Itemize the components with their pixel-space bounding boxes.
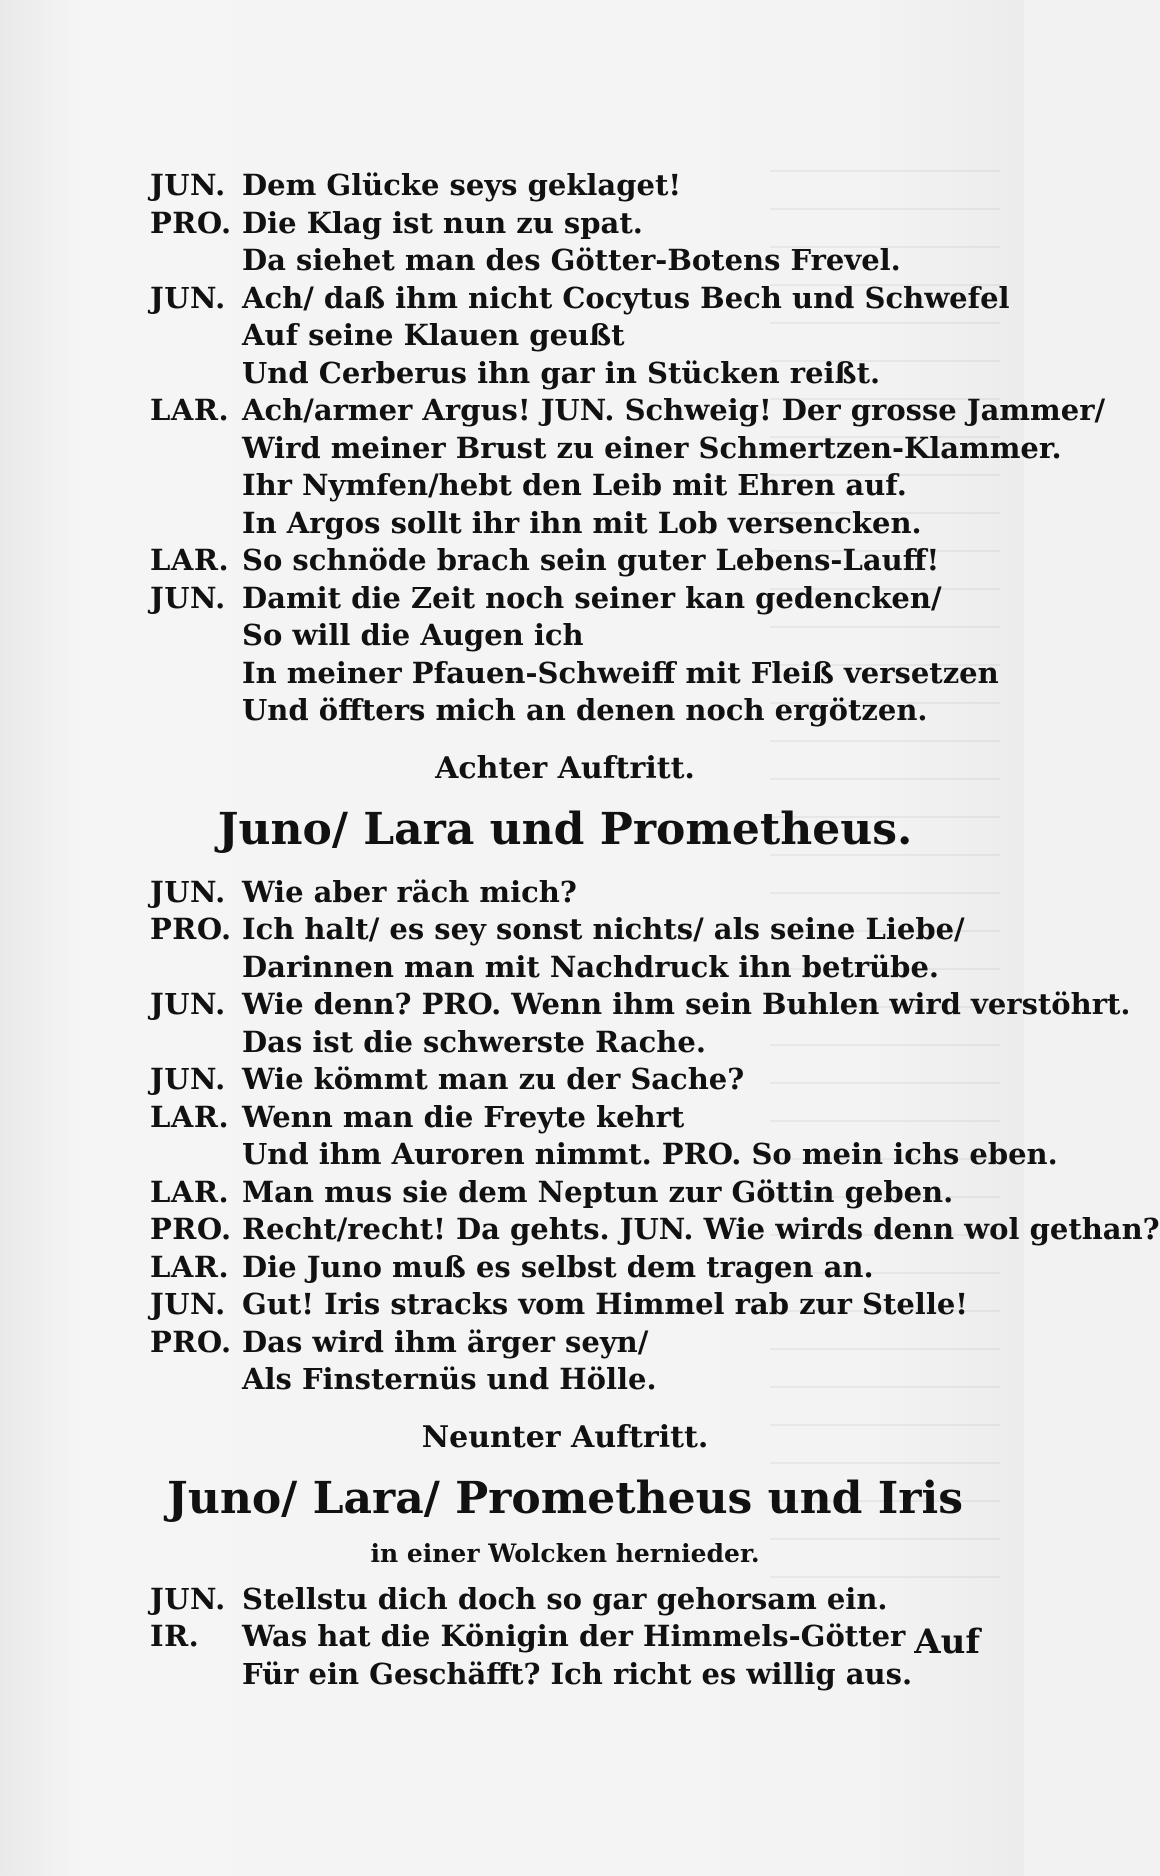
speaker-label: JUN. <box>150 1062 226 1096</box>
verse-text: Wie kömmt man zu der Sache? <box>242 1062 745 1096</box>
verse-text: Ach/armer Argus! JUN. Schweig! Der grosse Jammer/ <box>242 393 1106 427</box>
speaker-label: IR. <box>150 1619 200 1653</box>
scene-8-label: Achter Auftritt. <box>435 750 695 786</box>
verse-line <box>150 1100 980 1138</box>
verse-text: Wird meiner Brust zu einer Schmertzen-Klammer. <box>242 430 1062 465</box>
catchword: Auf <box>914 1622 980 1662</box>
verse-text: Damit die Zeit noch seiner kan gedencken/ <box>242 580 942 615</box>
verse-line <box>150 243 980 281</box>
speaker-label: LAR. <box>150 543 230 577</box>
speaker-label: JUN. <box>150 580 226 615</box>
verse-text: Darinnen man mit Nachdruck ihn betrübe. <box>242 949 940 984</box>
verse-text: Da siehet man des Götter-Botens Frevel. <box>242 243 901 277</box>
verse-text: Wie denn? PRO. Wenn ihm sein Buhlen wird verstöhrt. <box>242 987 1131 1021</box>
verse-line <box>150 1657 980 1695</box>
verse-line <box>150 1582 980 1620</box>
verse-text: Als Finsternüs und Hölle. <box>242 1362 657 1396</box>
speaker-label: LAR. <box>150 1174 230 1209</box>
verse-text: Und ihm Auroren nimmt. PRO. So mein ichs eben. <box>242 1137 1058 1171</box>
verse-line <box>150 581 980 619</box>
verse-text: Und öffters mich an denen noch ergötzen. <box>242 693 928 727</box>
speaker-label: JUN. <box>150 168 226 202</box>
speaker-label: JUN. <box>150 1287 226 1321</box>
verse-text: Ihr Nymfen/hebt den Leib mit Ehren auf. <box>242 468 907 502</box>
verse-text: Stellstu dich doch so gar gehorsam ein. <box>242 1581 888 1616</box>
scene-9-label: Neunter Auftritt. <box>421 1419 709 1455</box>
speaker-label: LAR. <box>150 1099 230 1134</box>
speaker-label: LAR. <box>150 393 230 427</box>
verse-line <box>150 356 980 394</box>
verse-line <box>150 693 980 731</box>
verse-text: Für ein Geschäfft? Ich richt es willig aus. <box>242 1656 913 1691</box>
verse-text: Gut! Iris stracks vom Himmel rab zur Stelle! <box>242 1287 969 1321</box>
verse-line <box>150 1250 980 1288</box>
speaker-label: LAR. <box>150 1249 230 1284</box>
play-text <box>150 168 1160 1694</box>
verse-text: Ich halt/ es sey sonst nichts/ als seine Liebe/ <box>242 912 965 946</box>
speaker-label: JUN. <box>150 874 226 909</box>
scene-9-title: Juno/ Lara/ Prometheus und Iris <box>167 1472 963 1524</box>
verse-text: Die Juno muß es selbst dem tragen an. <box>242 1249 874 1284</box>
verse-line <box>150 168 980 206</box>
verse-line <box>150 1137 1058 1175</box>
speaker-label: PRO. <box>150 205 232 240</box>
dialogue-block-3 <box>150 1582 980 1695</box>
scene-8-title: Juno/ Lara und Prometheus. <box>217 803 913 855</box>
speaker-label: PRO. <box>150 1324 232 1359</box>
verse-line <box>150 1212 1160 1250</box>
verse-line <box>150 950 980 988</box>
verse-text: In meiner Pfauen-Schweiff mit Fleiß versetzen <box>242 655 999 690</box>
verse-text: Die Klag ist nun zu spat. <box>242 205 643 240</box>
verse-line <box>150 1287 980 1325</box>
verse-line <box>150 1325 980 1363</box>
scene-9-stage-direction: in einer Wolcken hernieder. <box>370 1538 760 1568</box>
verse-line <box>150 468 980 506</box>
verse-text: Auf seine Klauen geußt <box>242 318 625 352</box>
speaker-label: JUN. <box>150 987 226 1021</box>
verse-line <box>150 1362 980 1400</box>
verse-line <box>150 912 980 950</box>
verse-line <box>150 506 980 544</box>
verse-text: Und Cerberus ihn gar in Stücken reißt. <box>242 355 881 390</box>
speaker-label: JUN. <box>150 280 226 315</box>
speaker-label: JUN. <box>150 1581 226 1616</box>
verse-line <box>150 1175 980 1213</box>
verse-text: Das ist die schwerste Rache. <box>242 1024 706 1059</box>
verse-text: Wie aber räch mich? <box>242 874 577 909</box>
verse-line <box>150 430 1062 469</box>
verse-text: Ach/ daß ihm nicht Cocytus Bech und Schwefel <box>242 280 1010 315</box>
verse-line <box>150 987 1131 1025</box>
speaker-label: PRO. <box>150 912 232 946</box>
verse-text: Recht/recht! Da gehts. JUN. Wie wirds denn wol gethan? <box>242 1212 1160 1246</box>
verse-text: Was hat die Königin der Himmels-Götter <box>242 1619 906 1653</box>
verse-text: Man mus sie dem Neptun zur Göttin geben. <box>242 1174 954 1209</box>
verse-line <box>150 655 999 694</box>
verse-line <box>150 280 1010 319</box>
dialogue-block-1 <box>150 168 1106 731</box>
verse-line <box>150 318 980 356</box>
verse-text: In Argos sollt ihr ihn mit Lob versencken. <box>242 505 922 540</box>
verse-line <box>150 206 980 244</box>
verse-text: Wenn man die Freyte kehrt <box>242 1099 685 1134</box>
verse-line <box>150 543 980 581</box>
verse-line <box>150 1619 980 1657</box>
verse-text: Das wird ihm ärger seyn/ <box>242 1324 649 1359</box>
verse-line <box>150 875 980 913</box>
verse-line <box>150 1062 980 1100</box>
speaker-label: PRO. <box>150 1212 232 1246</box>
verse-line <box>150 393 1106 431</box>
verse-line <box>150 618 980 656</box>
verse-text: Dem Glücke seys geklaget! <box>242 168 682 202</box>
verse-text: So will die Augen ich <box>242 618 584 652</box>
verse-text: So schnöde brach sein guter Lebens-Lauff! <box>242 543 940 577</box>
verse-line <box>150 1025 980 1063</box>
dialogue-block-2 <box>150 874 1160 1400</box>
